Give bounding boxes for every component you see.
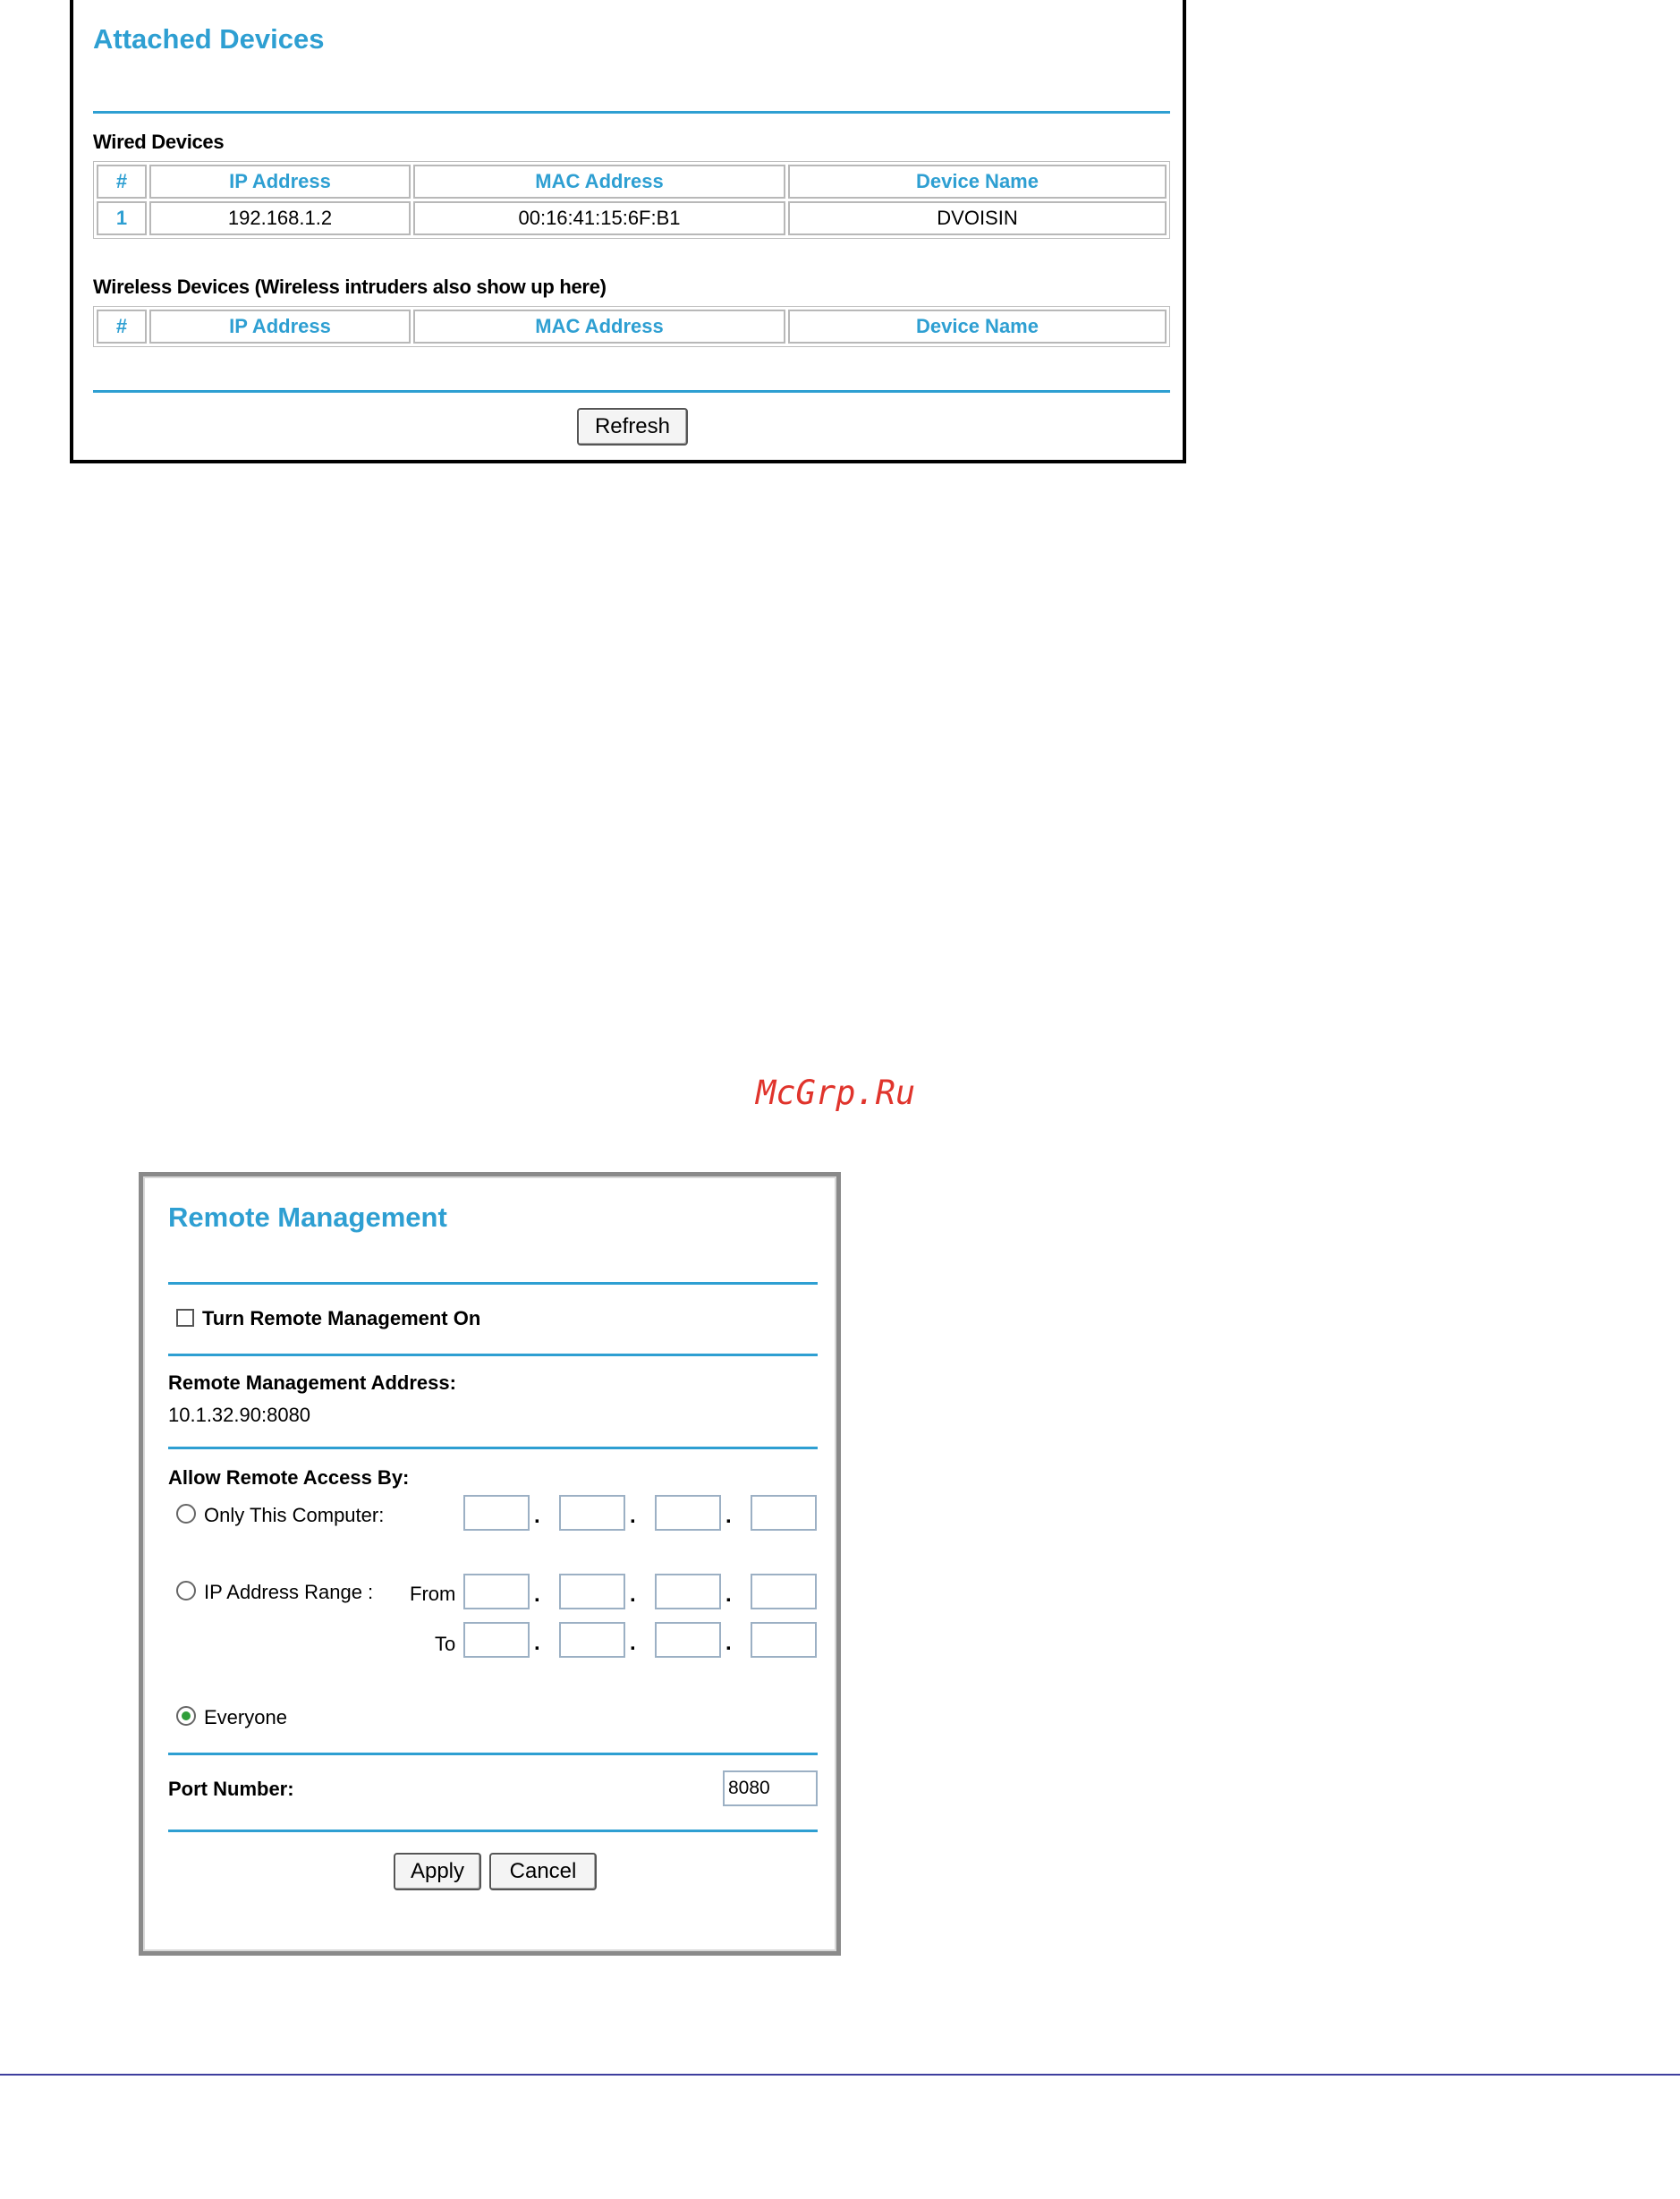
col-index-header: # (97, 310, 147, 344)
col-name-header: Device Name (788, 310, 1167, 344)
ip-dot: . (725, 1504, 732, 1528)
section-divider (168, 1447, 818, 1449)
col-ip-header: IP Address (149, 310, 411, 344)
section-divider (168, 1830, 818, 1832)
wireless-devices-label: Wireless Devices (Wireless intruders also show up here) (93, 276, 607, 298)
ip-dot: . (534, 1504, 540, 1528)
range-from-ip-octet-4[interactable] (751, 1574, 817, 1609)
range-from-ip-octet-1[interactable] (463, 1574, 530, 1609)
range-to-ip-octet-3[interactable] (655, 1622, 721, 1658)
remote-management-panel (139, 1172, 841, 1956)
everyone-radio[interactable] (176, 1706, 196, 1726)
table-header-row (97, 165, 1167, 199)
only-this-computer-ip-octet-1[interactable] (463, 1495, 530, 1531)
everyone-label: Everyone (204, 1706, 287, 1728)
only-this-computer-ip-octet-3[interactable] (655, 1495, 721, 1531)
ip-dot: . (630, 1631, 636, 1655)
remote-address-value: 10.1.32.90:8080 (168, 1404, 311, 1426)
col-mac-header: MAC Address (413, 165, 785, 199)
title-divider (168, 1282, 818, 1285)
range-to-ip-octet-1[interactable] (463, 1622, 530, 1658)
attached-devices-panel (70, 0, 1186, 463)
port-number-label: Port Number: (168, 1778, 294, 1800)
section-divider (168, 1354, 818, 1356)
wired-devices-label: Wired Devices (93, 131, 225, 153)
bottom-divider (93, 390, 1170, 393)
ip-dot: . (630, 1504, 636, 1528)
refresh-button[interactable]: Refresh (577, 408, 688, 446)
page-footer-rule (0, 2074, 1680, 2076)
only-this-computer-ip-octet-4[interactable] (751, 1495, 817, 1531)
row-mac: 00:16:41:15:6F:B1 (413, 201, 785, 235)
ip-address-range-label: IP Address Range : (204, 1581, 374, 1603)
ip-dot: . (534, 1631, 540, 1655)
remote-management-title: Remote Management (168, 1201, 447, 1233)
table-header-row (97, 310, 1167, 344)
wireless-devices-table (93, 306, 1170, 347)
turn-remote-management-checkbox[interactable] (176, 1309, 194, 1327)
title-divider (93, 111, 1170, 114)
allow-remote-access-label: Allow Remote Access By: (168, 1466, 410, 1489)
only-this-computer-label: Only This Computer: (204, 1504, 385, 1526)
only-this-computer-ip-octet-2[interactable] (559, 1495, 625, 1531)
remote-address-label: Remote Management Address: (168, 1371, 456, 1394)
range-to-ip-octet-2[interactable] (559, 1622, 625, 1658)
apply-button[interactable]: Apply (394, 1853, 481, 1890)
col-index-header: # (97, 165, 147, 199)
only-this-computer-radio[interactable] (176, 1504, 196, 1524)
ip-address-range-radio[interactable] (176, 1581, 196, 1600)
attached-devices-title: Attached Devices (93, 23, 325, 55)
col-mac-header: MAC Address (413, 310, 785, 344)
cancel-button[interactable]: Cancel (489, 1853, 597, 1890)
to-label: To (435, 1633, 456, 1655)
range-to-ip-octet-4[interactable] (751, 1622, 817, 1658)
col-ip-header: IP Address (149, 165, 411, 199)
port-number-input[interactable] (723, 1770, 818, 1806)
range-from-ip-octet-2[interactable] (559, 1574, 625, 1609)
ip-dot: . (534, 1583, 540, 1607)
range-from-ip-octet-3[interactable] (655, 1574, 721, 1609)
row-ip: 192.168.1.2 (149, 201, 411, 235)
turn-remote-management-label: Turn Remote Management On (202, 1307, 481, 1329)
row-device-name: DVOISIN (788, 201, 1167, 235)
watermark-text: McGrp.Ru (756, 1074, 916, 1112)
ip-dot: . (630, 1583, 636, 1607)
from-label: From (410, 1583, 456, 1605)
ip-dot: . (725, 1631, 732, 1655)
table-row (97, 201, 1167, 235)
col-name-header: Device Name (788, 165, 1167, 199)
ip-dot: . (725, 1583, 732, 1607)
section-divider (168, 1753, 818, 1755)
row-index: 1 (97, 201, 147, 235)
wired-devices-table (93, 161, 1170, 239)
